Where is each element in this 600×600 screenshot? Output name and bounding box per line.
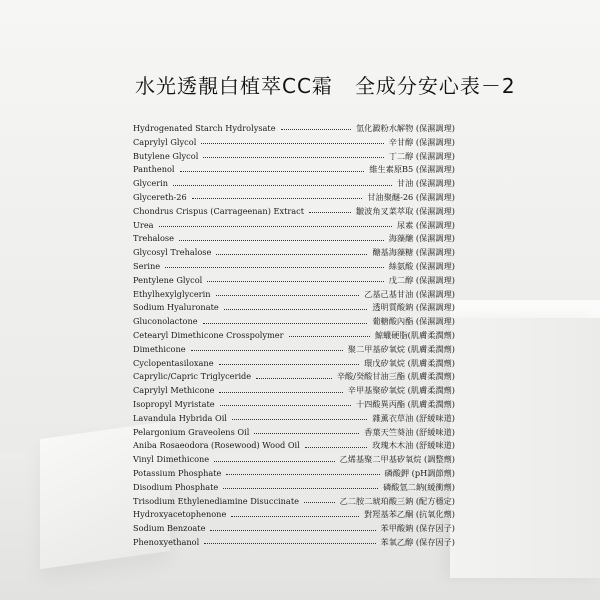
ingredient-name-en: Glycerin <box>133 178 169 189</box>
ingredient-name-zh: 甘油聚醚-26 (保濕調理) <box>367 191 455 202</box>
ingredient-row <box>133 150 455 164</box>
ingredient-name-en: Dimethicone <box>133 343 186 354</box>
ingredient-name-en: Panthenol <box>133 164 175 175</box>
ingredient-name-en: Sodium Hyaluronate <box>133 302 219 313</box>
leader-dots <box>191 350 343 351</box>
ingredient-row <box>133 260 455 274</box>
ingredient-list <box>133 122 455 550</box>
ingredient-name-en: Potassium Phosphate <box>133 467 222 478</box>
leader-dots <box>219 392 342 393</box>
ingredient-row <box>133 274 455 288</box>
ingredient-name-en: Aniba Rosaeodora (Rosewood) Wood Oil <box>133 440 300 451</box>
page-title <box>135 70 575 99</box>
ingredient-name-zh: 磷酸氫二鈉(緩衝劑) <box>383 481 455 492</box>
ingredient-name-en: Trehalose <box>133 233 174 244</box>
ingredient-name-en: Cyclopentasiloxane <box>133 357 214 368</box>
leader-dots <box>159 226 392 227</box>
ingredient-name-zh: 乙烯基聚二甲基矽氧烷 (調整劑) <box>339 454 455 465</box>
ingredient-name-zh: 乙二胺二琥珀酸三鈉 (配方穩定) <box>339 495 455 506</box>
ingredient-name-zh: 玫瑰木木油 (舒緩味道) <box>372 440 455 451</box>
leader-dots <box>179 240 384 241</box>
ingredient-name-en: Serine <box>133 260 161 271</box>
ingredient-row <box>133 205 455 219</box>
leader-dots <box>210 530 375 531</box>
ingredient-name-zh: 雜薰衣草油 (舒緩味道) <box>372 412 455 423</box>
ingredient-name-zh: 十四酸異丙酯 (肌膚柔潤劑) <box>355 398 455 409</box>
leader-dots <box>207 281 383 282</box>
ingredient-name-zh: 甘油 (保濕調理) <box>396 178 455 189</box>
leader-dots <box>256 378 332 379</box>
ingredient-row <box>133 232 455 246</box>
ingredient-name-en: Sodium Benzoate <box>133 523 206 534</box>
leader-dots <box>203 323 368 324</box>
ingredient-name-zh: 葡糖酸內酯 (保濕調理) <box>372 316 455 327</box>
ingredient-name-en: Chondrus Crispus (Carrageenan) Extract <box>133 205 305 216</box>
ingredient-name-zh: 醣基海藻糖 (保濕調理) <box>372 247 455 258</box>
leader-dots <box>214 461 334 462</box>
ingredient-row <box>133 288 455 302</box>
leader-dots <box>289 336 370 337</box>
background-step <box>450 318 600 578</box>
ingredient-name-en: Pelargonium Graveolens Oil <box>133 426 250 437</box>
ingredient-name-zh: 環戊矽氧烷 (肌膚柔潤劑) <box>364 357 455 368</box>
ingredient-name-en: Vinyl Dimethicone <box>133 454 210 465</box>
ingredient-name-en: Glycosyl Trehalose <box>133 247 212 258</box>
ingredient-name-en: Hydrogenated Starch Hydrolysate <box>133 123 276 133</box>
ingredient-name-en: Butylene Glycol <box>133 150 199 161</box>
ingredient-name-en: Trisodium Ethylenediamine Disuccinate <box>133 495 299 506</box>
leader-dots <box>224 309 368 310</box>
ingredient-row <box>133 329 455 343</box>
ingredient-name-zh: 尿素 (保濕調理) <box>396 219 455 230</box>
ingredient-name-zh: 乙基己基甘油 (保濕調理) <box>364 288 455 299</box>
ingredient-name-zh: 辛甲基聚矽氧烷 (肌膚柔潤劑) <box>347 385 455 396</box>
ingredient-name-zh: 苯氧乙醇 (保存因子) <box>380 536 455 547</box>
ingredient-row <box>133 412 455 426</box>
ingredient-name-zh: 海藻醣 (保濕調理) <box>388 233 455 244</box>
leader-dots <box>304 502 335 503</box>
ingredient-row <box>133 163 455 177</box>
ingredient-row <box>133 536 455 550</box>
ingredient-name-zh: 皺波角叉菜萃取 (保濕調理) <box>355 205 455 216</box>
leader-dots <box>173 185 392 186</box>
ingredient-row <box>133 301 455 315</box>
ingredient-row <box>133 439 455 453</box>
ingredient-name-en: Cetearyl Dimethicone Crosspolymer <box>133 329 284 340</box>
ingredient-row <box>133 426 455 440</box>
ingredient-row <box>133 122 455 136</box>
leader-dots <box>165 267 384 268</box>
leader-dots <box>226 474 379 475</box>
ingredient-name-zh: 維生素原B5 (保濕調理) <box>369 164 455 175</box>
ingredient-row <box>133 219 455 233</box>
ingredient-name-zh: 苯甲酸鈉 (保存因子) <box>380 523 455 534</box>
leader-dots <box>254 433 359 434</box>
ingredient-row <box>133 246 455 260</box>
ingredient-name-zh: 香葉天竺葵油 (舒緩味道) <box>364 426 455 437</box>
ingredient-name-zh: 磷酸鉀 (pH調節劑) <box>384 467 455 478</box>
ingredient-name-en: Pentylene Glycol <box>133 274 203 285</box>
ingredient-row <box>133 398 455 412</box>
ingredient-row <box>133 508 455 522</box>
ingredient-name-zh: 對羥基苯乙酮 (抗氧化劑) <box>364 509 455 520</box>
ingredient-name-zh: 鯨蠟硬脂(肌膚柔潤劑) <box>374 329 455 340</box>
ingredient-name-en: Caprylyl Methicone <box>133 385 215 396</box>
leader-dots <box>309 212 351 213</box>
ingredient-name-en: Caprylic/Capric Triglyceride <box>133 371 252 382</box>
ingredient-name-zh: 戊二醇 (保濕調理) <box>388 274 455 285</box>
leader-dots <box>220 405 351 406</box>
leader-dots <box>305 447 368 448</box>
leader-dots <box>216 254 367 255</box>
leader-dots <box>223 488 378 489</box>
leader-dots <box>180 171 365 172</box>
ingredient-row <box>133 343 455 357</box>
leader-dots <box>203 157 383 158</box>
ingredient-name-zh: 辛酸/癸酸甘油三酯 (肌膚柔潤劑) <box>336 371 455 382</box>
table-subtitle: 全成分安心表－2 <box>354 74 516 98</box>
ingredient-name-zh: 氫化澱粉水解物 (保濕調理) <box>355 123 455 133</box>
ingredient-name-en: Lavandula Hybrida Oil <box>133 412 227 423</box>
ingredient-name-en: Urea <box>133 219 154 230</box>
ingredient-row <box>133 467 455 481</box>
leader-dots <box>232 419 367 420</box>
leader-dots <box>192 198 363 199</box>
ingredient-name-en: Caprylyl Glycol <box>133 136 197 147</box>
ingredient-row <box>133 136 455 150</box>
ingredient-row <box>133 177 455 191</box>
ingredient-name-en: Ethylhexylglycerin <box>133 288 211 299</box>
ingredient-name-en: Isopropyl Myristate <box>133 398 215 409</box>
ingredient-name-en: Gluconolactone <box>133 316 198 327</box>
ingredient-name-zh: 透明質酸鈉 (保濕調理) <box>372 302 455 313</box>
ingredient-name-en: Phenoxyethanol <box>133 536 200 547</box>
ingredient-name-en: Disodium Phosphate <box>133 481 219 492</box>
ingredient-name-zh: 丁二醇 (保濕調理) <box>388 150 455 161</box>
leader-dots <box>281 129 351 130</box>
ingredient-row <box>133 481 455 495</box>
leader-dots <box>216 295 360 296</box>
ingredient-row <box>133 495 455 509</box>
leader-dots <box>219 364 360 365</box>
ingredient-row <box>133 357 455 371</box>
ingredient-name-en: Glycereth-26 <box>133 191 187 202</box>
ingredient-row <box>133 522 455 536</box>
leader-dots <box>231 516 359 517</box>
ingredient-name-en: Hydroxyacetophenone <box>133 509 227 520</box>
background-step-top <box>450 300 600 320</box>
ingredient-row <box>133 191 455 205</box>
ingredient-row <box>133 453 455 467</box>
ingredient-name-zh: 辛甘醇 (保濕調理) <box>388 136 455 147</box>
product-name: 水光透靚白植萃CC霜 <box>135 74 333 98</box>
leader-dots <box>201 143 383 144</box>
leader-dots <box>204 543 375 544</box>
ingredient-row <box>133 384 455 398</box>
ingredient-name-zh: 絲氨酸 (保濕調理) <box>388 260 455 271</box>
ingredient-row <box>133 370 455 384</box>
ingredient-row <box>133 315 455 329</box>
ingredient-name-zh: 聚二甲基矽氧烷 (肌膚柔潤劑) <box>347 343 455 354</box>
